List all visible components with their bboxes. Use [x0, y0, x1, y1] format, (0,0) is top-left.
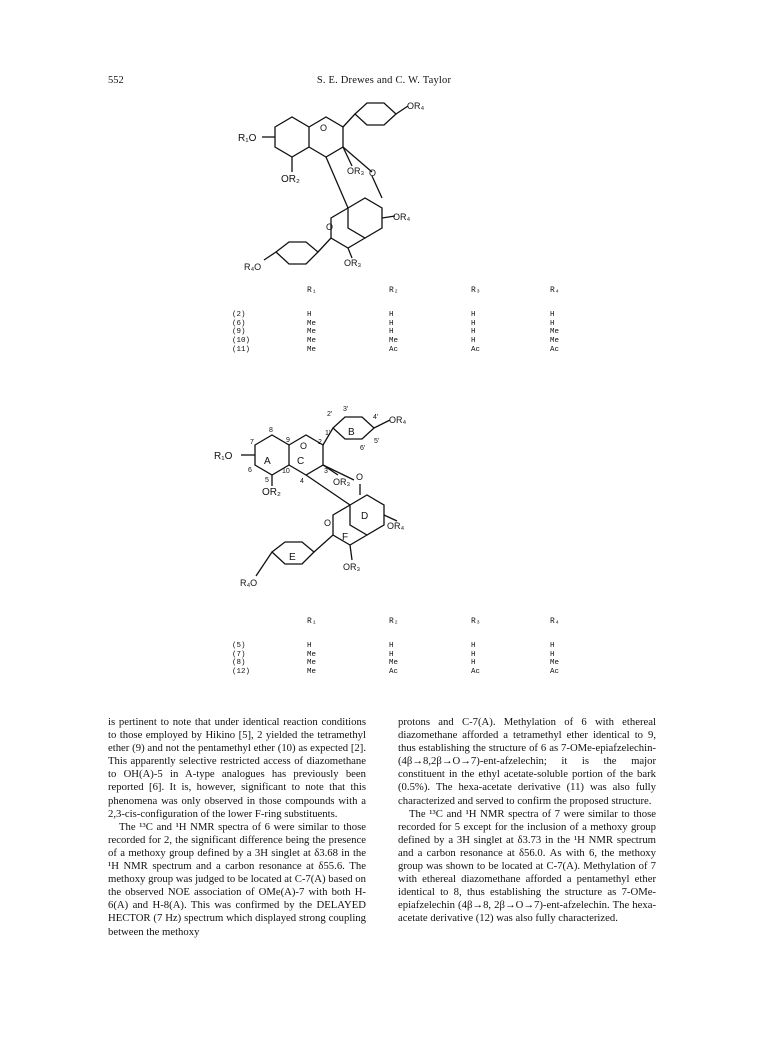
table-cell: H [389, 319, 394, 328]
table-row [232, 337, 572, 346]
table-cell: Me [389, 337, 399, 346]
label-o-ring-c: O [320, 123, 328, 133]
table-cell: Me [550, 328, 560, 337]
label-or4-top: OR₄ [389, 415, 407, 425]
ring-label-a: A [264, 456, 271, 467]
paragraph: The ¹³C and ¹H NMR spectra of 6 were similar to those recorded for 2, the significant difference being the presence of a methoxy group defined by a 3H singlet at δ3.68 in the ¹H NMR spectrum and a carbon resonance at δ55.6. The methoxy group was judged to be located at C-7(A) based on the observed NOE association of OMe(A)-7 with both H-6(A) and H-8(A). This was confirmed by the DELAYED HECTOR (7 Hz) spectrum which displayed strong coupling between the methoxy [108, 820, 366, 938]
label-or3-bottom: OR₃ [344, 258, 362, 268]
table-cell: Ac [550, 345, 560, 354]
table-cell: H [550, 319, 555, 328]
table-cell: Me [550, 337, 560, 346]
ring-label-e: E [289, 552, 296, 563]
label-o-link: O [369, 168, 377, 178]
ring-label-d: D [361, 511, 369, 522]
table-header-cell: R₄ [550, 286, 560, 295]
atom-number: 8 [269, 427, 273, 434]
table-cell: Me [307, 668, 317, 677]
atom-number: 5' [374, 438, 380, 445]
table-cell: Me [307, 337, 317, 346]
label-r4o: R₄O [244, 262, 262, 272]
table-row [232, 651, 572, 660]
ring-label-c: C [297, 456, 305, 467]
running-head: S. E. Drewes and C. W. Taylor [316, 75, 452, 86]
atom-number: 7 [250, 439, 254, 446]
substituent-table-1 [232, 287, 572, 354]
table-cell: (12) [232, 668, 251, 677]
table-header-cell: R₁ [307, 617, 317, 626]
table-cell: H [389, 650, 394, 659]
table-cell: (8) [232, 659, 246, 668]
table-cell: H [471, 337, 476, 346]
table-cell: (7) [232, 650, 246, 659]
label-or3-bottom: OR₃ [343, 562, 361, 572]
table-cell: H [471, 642, 476, 650]
atom-number: 10 [282, 468, 290, 475]
table-cell: H [471, 319, 476, 328]
table-header-cell: R₃ [471, 286, 481, 295]
table-row [232, 320, 572, 329]
table-cell: Ac [389, 345, 399, 354]
label-o-ring-f: O [326, 222, 334, 232]
paragraph: The ¹³C and ¹H NMR spectra of 7 were similar to those recorded for 5 except for the inclusion of a methoxy group defined by a 3H singlet at δ3.73 in the ¹H NMR spectrum and a carbon resonance at δ56.0. As with 6, the methoxy group was shown to be located at C-7(A). Methylation of 7 with ethereal diazomethane afforded a pentamethyl ether identical to 8, thus establishing the structure as 7-OMe-epiafzelechin (4β→8, 2β→O→7)-ent-afzelechin. The hexa-acetate derivative (12) was also fully characterized. [398, 807, 656, 925]
table-cell: Me [307, 659, 317, 668]
table-cell: H [550, 311, 555, 319]
table-cell: Ac [389, 668, 399, 677]
table-cell: H [389, 328, 394, 337]
table-cell: (5) [232, 642, 246, 650]
label-r1o: R₁O [214, 451, 233, 462]
table-cell: (11) [232, 345, 251, 354]
paragraph: protons and C-7(A). Methylation of 6 with ethereal diazomethane afforded a tetramethyl ether identical to 9, thus establishing the structure of 6 as 7-OMe-epiafzelechin-(4β→8,2β→O→7)-ent-afzelechin; it is the major constituent in the ethyl acetate-soluble portion of the bark (0.5%). The hexa-acetate derivative (11) was also fully characterized and served to confirm the proposed structure. [398, 716, 656, 807]
page-number: 552 [108, 75, 124, 86]
substituent-table-2 [232, 618, 572, 677]
atom-number: 6' [360, 445, 366, 452]
atom-number: 2 [318, 439, 322, 446]
table-cell: (9) [232, 328, 246, 337]
atom-number: 4' [373, 414, 379, 421]
table-row [232, 311, 572, 320]
table-cell: Ac [471, 345, 481, 354]
table-cell: H [471, 328, 476, 337]
label-or4-mid: OR₄ [387, 521, 405, 531]
table-cell: H [307, 311, 312, 319]
label-r4o: R₄O [240, 578, 258, 588]
table-row [232, 328, 572, 337]
table-header-cell: R₃ [471, 617, 481, 626]
atom-number: 3 [324, 468, 328, 475]
table-header [232, 618, 572, 630]
atom-number: 5 [265, 477, 269, 484]
table-cell: Me [389, 659, 399, 668]
atom-number: 3' [343, 406, 349, 413]
table-cell: Ac [550, 668, 560, 677]
label-o-ring-c: O [300, 441, 308, 451]
table-cell: (6) [232, 319, 246, 328]
atom-number: 4 [300, 478, 304, 485]
table-cell: Me [307, 319, 317, 328]
atom-number: 9 [286, 437, 290, 444]
table-cell: H [550, 642, 555, 650]
atom-number: 2' [327, 411, 333, 418]
table-cell: Me [307, 328, 317, 337]
table-header-cell: R₁ [307, 286, 317, 295]
label-or4-mid: OR₄ [393, 212, 411, 222]
label-or2: OR₂ [281, 174, 300, 185]
table-cell: H [471, 311, 476, 319]
table-cell: H [471, 650, 476, 659]
table-cell: H [389, 642, 394, 650]
table-cell: H [471, 659, 476, 668]
table-cell: Me [307, 650, 317, 659]
label-or2: OR₂ [262, 487, 281, 498]
table-row [232, 659, 572, 668]
table-cell: Ac [471, 668, 481, 677]
table-cell: H [307, 642, 312, 650]
table-header [232, 287, 572, 299]
table-header-cell: R₄ [550, 617, 560, 626]
label-or3: OR₃ [347, 166, 365, 176]
table-cell: H [550, 650, 555, 659]
table-cell: Me [307, 345, 317, 354]
table-header-cell: R₂ [389, 617, 399, 626]
table-cell: (2) [232, 311, 246, 319]
table-row [232, 346, 572, 355]
label-or4-top: OR₄ [407, 101, 425, 111]
structure-diagram-1 [0, 100, 768, 280]
atom-number: 1' [325, 430, 331, 437]
label-o-link: O [356, 472, 364, 482]
body-column-right [398, 716, 656, 926]
page-header [0, 75, 768, 91]
table-cell: (10) [232, 337, 251, 346]
label-o-ring-f: O [324, 518, 332, 528]
paragraph: is pertinent to note that under identical reaction conditions to those employed by Hikino [5], 2 yielded the tetramethyl ether (9) and not the pentamethyl ether (10) as expected [2]. This apparently selective restricted access of diazomethane to OH(A)-5 in A-type analogues has previously been reported [6]. It is, however, significant to note that this phenomena was only observed in those compounds with a 2,3-cis-configuration of the lower F-ring substituents. [108, 716, 366, 820]
ring-label-b: B [348, 427, 355, 438]
label-or3: OR₃ [333, 477, 351, 487]
atom-number: 6 [248, 467, 252, 474]
table-cell: H [389, 311, 394, 319]
table-row [232, 642, 572, 651]
ring-label-f: F [342, 532, 349, 543]
body-column-left [108, 716, 366, 939]
structure-diagram-2 [0, 400, 768, 600]
label-r1o: R₁O [238, 133, 257, 144]
table-row [232, 668, 572, 677]
table-header-cell: R₂ [389, 286, 399, 295]
table-cell: Me [550, 659, 560, 668]
